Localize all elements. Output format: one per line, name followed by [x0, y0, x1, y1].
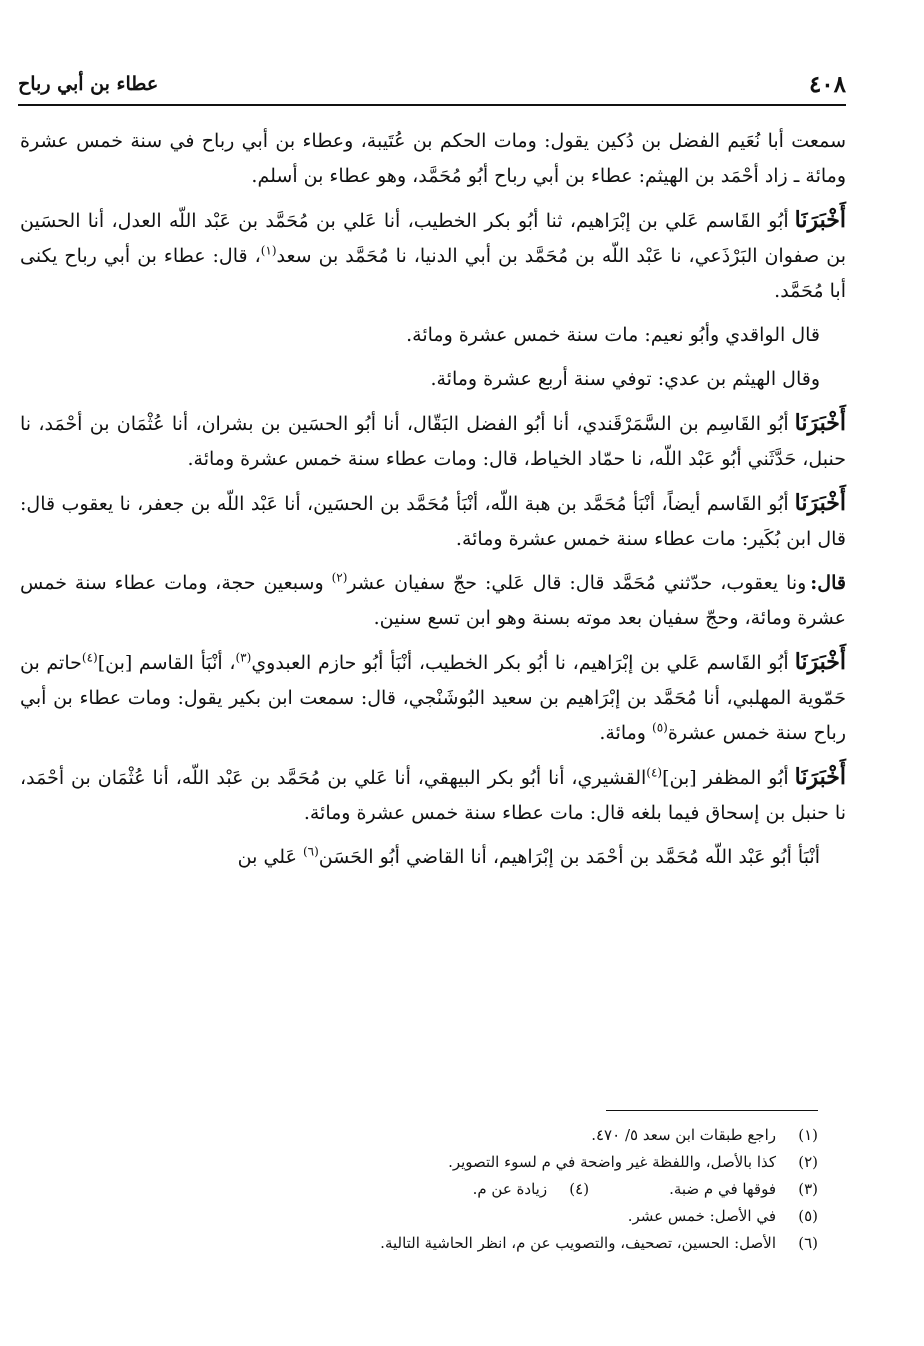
akhbarana-lead: أَخْبَرَنَا — [794, 764, 846, 790]
paragraph-text-cont: عَلي بن — [237, 846, 303, 868]
footnote-5 — [100, 1203, 818, 1230]
footnote-2 — [100, 1149, 818, 1176]
footnote-ref: (٤) — [646, 765, 663, 780]
footnote-ref: (٦) — [302, 844, 319, 859]
paragraph-text-cont: حاتم بن حَمّوية المهلبي، أنا مُحَمَّد بن إبْرَاهيم بن سعيد البُوشَنْجي، قال: سمعت ابن بكير يقول: ومات عطاء بن أبي رباح سنة خمس عشرة — [20, 652, 846, 744]
akhbarana-lead: أَخْبَرَنَا — [794, 490, 846, 516]
paragraph-text: وقال الهيثم بن عدي: توفي سنة أربع عشرة ومائة. — [430, 368, 820, 390]
footnote-text: كذا بالأصل، واللفظة غير واضحة في م لسوء التصوير. — [448, 1153, 776, 1171]
akhbarana-lead: أَخْبَرَنَا — [794, 410, 846, 436]
footnote-number: (٣) — [798, 1180, 818, 1198]
footnote-text: زيادة عن م. — [472, 1180, 548, 1198]
paragraph-text-cont: ، قال: عطاء بن أبي رباح يكنى أبا مُحَمَّد. — [20, 245, 846, 302]
footnote-1 — [100, 1122, 818, 1149]
footnote-3 — [669, 1176, 818, 1203]
paragraph-text: أبُو القَاسم عَلي بن إبْرَاهيم، نا أبُو بكر الخطيب، أنْبَأ أبُو حازم العبدوي — [251, 652, 789, 674]
footnotes — [100, 1122, 818, 1257]
paragraph-text: ونا يعقوب، حدّثني مُحَمَّد قال: قال عَلي: حجّ سفيان عشر — [347, 572, 807, 594]
paragraph-text-cont: ، أنْبَأ القاسم [بن] — [97, 652, 236, 674]
paragraph-text: سمعت أبا نُعَيم الفضل بن دُكين يقول: ومات الحكم بن عُتَيبة، وعطاء بن أبي رباح في سنة خمس عشرة ومائة ـ زاد أحْمَد بن الهيثم: عطاء بن أبي رباح أبُو مُحَمَّد، وهو عطاء بن أسلم. — [20, 130, 846, 187]
footnote-ref: (٤) — [81, 650, 98, 665]
paragraph-text: قال الواقدي وأبُو نعيم: مات سنة خمس عشرة ومائة. — [406, 324, 820, 346]
paragraph-text: أبُو المظفر [بن] — [662, 767, 789, 789]
paragraph-7 — [20, 566, 846, 636]
paragraph-8 — [20, 645, 846, 751]
footnote-number: (٦) — [798, 1234, 818, 1252]
paragraph-text-cont: ومائة. — [599, 722, 653, 744]
paragraph-5 — [20, 406, 846, 477]
paragraph-text: أبُو القَاسِم بن السَّمَرْقَندي، أنا أبُو الفضل البَقّال، أنا أبُو الحسَين بن بشران، أنا عُثْمَان بن أحْمَد، نا حنبل، حَدَّثَني أبُو عَبْد اللّه، نا حمّاد الخياط، قال: ومات عطاء سنة خمس عشرة ومائة. — [20, 413, 846, 470]
footnote-text: الأصل: الحسين، تصحيف، والتصويب عن م، انظر الحاشية التالية. — [380, 1234, 776, 1252]
akhbarana-lead: أَخْبَرَنَا — [794, 207, 846, 233]
paragraph-1 — [20, 124, 846, 194]
footnote-number: (٢) — [798, 1153, 818, 1171]
paragraph-9 — [20, 760, 846, 831]
footnote-number: (١) — [798, 1126, 818, 1144]
paragraph-text: أبُو القَاسم عَلي بن إبْرَاهيم، ثنا أبُو بكر الخطيب، أنا عَلي بن مُحَمَّد بن عَبْد اللّه العدل، أنا الحسَين بن صفوان البَرْذَعي، نا عَبْد اللّه بن مُحَمَّد بن أبي الدنيا، نا مُحَمَّد بن سعد — [20, 210, 846, 267]
footnote-ref: (٥) — [652, 720, 668, 735]
paragraph-text: أنْبَأ أبُو عَبْد اللّه مُحَمَّد بن أحْمَد بن إبْرَاهيم، أنا القاضي أبُو الحَسَن — [318, 846, 820, 868]
footnote-separator — [606, 1110, 818, 1111]
akhbarana-lead: أَخْبَرَنَا — [794, 649, 847, 675]
paragraph-10 — [20, 840, 846, 875]
paragraph-text: أبُو القَاسم أيضاً، أنْبَأ مُحَمَّد بن هبة اللّه، أنْبَأ مُحَمَّد بن الحسَين، أنا عَبْد اللّه بن جعفر، نا يعقوب قال: قال ابن بُكَير: مات عطاء سنة خمس عشرة ومائة. — [20, 493, 846, 550]
footnote-4 — [473, 1176, 590, 1203]
paragraph-2 — [20, 203, 846, 309]
page-header — [18, 64, 846, 106]
paragraph-6 — [20, 486, 846, 557]
footnote-3-4 — [100, 1176, 818, 1203]
footnote-text: فوقها في م ضبة. — [669, 1180, 776, 1198]
paragraph-text-cont: القشيري، أنا أبُو بكر البيهقي، أنا عَلي بن مُحَمَّد بن عَبْد اللّه، أنا عُثْمَان بن أحْمَد، نا حنبل بن إسحاق فيما بلغه قال: مات عطاء سنة خمس عشرة ومائة. — [20, 767, 846, 824]
paragraph-3 — [20, 318, 846, 353]
main-text — [20, 124, 846, 884]
paragraph-text-cont: وسبعين حجة، ومات عطاء سنة خمس عشرة ومائة، وحجّ سفيان بعد موته بسنة وهو ابن تسع سنين. — [20, 572, 846, 629]
footnote-ref: (٢) — [331, 570, 348, 585]
footnote-number: (٤) — [569, 1180, 590, 1198]
paragraph-4 — [20, 362, 846, 397]
footnote-text: في الأصل: خمس عشر. — [627, 1207, 776, 1225]
page-number: ٤٠٨ — [808, 70, 846, 98]
running-title: عطاء بن أبي رباح — [18, 73, 159, 95]
qal-lead: قال: — [810, 572, 846, 594]
footnote-ref: (٣) — [235, 650, 252, 665]
footnote-number: (٥) — [798, 1207, 818, 1225]
footnote-6 — [100, 1230, 818, 1257]
footnote-ref: (١) — [260, 243, 277, 258]
footnote-text: راجع طبقات ابن سعد ٥/ ٤٧٠. — [591, 1126, 776, 1144]
